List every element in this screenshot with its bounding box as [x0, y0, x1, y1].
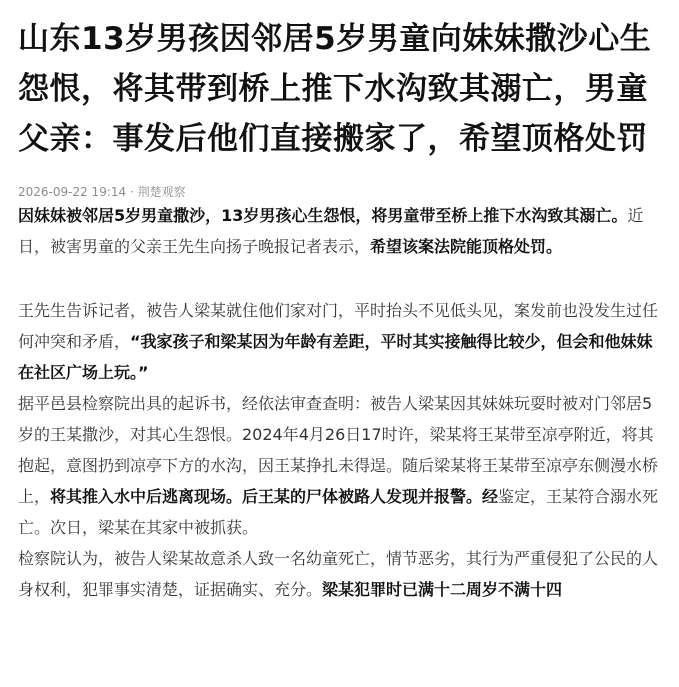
lead-text: 近日，被害男童的父亲王先生向扬子晚报记者表示，	[18, 206, 644, 256]
body-paragraph-1	[18, 295, 659, 388]
article-meta	[18, 184, 659, 200]
body-paragraph-3	[18, 543, 659, 605]
publish-date: 2026-09-22 19:14	[18, 185, 127, 199]
body-paragraph-2	[18, 388, 659, 543]
p3-text: 检察院认为，被告人梁某故意杀人致一名幼童死亡，情节恶劣，其行为严重侵犯了公民的人身权利，犯罪事实清楚，证据确实、充分。	[18, 549, 659, 599]
p2-text: 据平邑县检察院出具的起诉书，经依法审查查明：被告人梁某因其妹妹玩耍时被对门邻居5岁的王某撒沙，对其心生怨恨。2024年4月26日17时许，梁某将王某带至凉亭附近，将其抱起，意图扔到凉亭下方的水沟，因王某挣扎未得逞。随后梁某将王某带至凉亭东侧漫水桥上，	[18, 394, 659, 506]
p3-bold: 梁某犯罪时已满十二周岁不满十四	[322, 580, 563, 599]
p1-bold-quote: “我家孩子和梁某因为年龄有差距，平时其实接触得比较少，但会和他妹妹在社区广场上玩。”	[18, 332, 653, 382]
p1-text: 王先生告诉记者，被告人梁某就住他们家对门，平时抬头不见低头见，案发前也没发生过任何冲突和矛盾，	[18, 301, 659, 351]
lead-bold-summary: 因妹妹被邻居5岁男童撒沙，13岁男孩心生怨恨，将男童带至桥上推下水沟致其溺亡。	[18, 206, 628, 225]
lead-bold-quote: 希望该案法院能顶格处罚。	[370, 237, 563, 256]
article-title: 山东13岁男孩因邻居5岁男童向妹妹撒沙心生怨恨，将其带到桥上推下水沟致其溺亡，男童父亲：事发后他们直接搬家了，希望顶格处罚	[18, 21, 652, 157]
meta-separator: ·	[126, 185, 138, 199]
lead-paragraph	[18, 200, 659, 262]
p2-bold: 将其推入水中后逃离现场。后王某的尸体被路人发现并报警。经	[50, 487, 499, 506]
source-name[interactable]: 荆楚观察	[137, 185, 186, 199]
p2-text-2: 鉴定，王某符合溺水死亡。次日，梁某在其家中被抓获。	[18, 487, 659, 537]
